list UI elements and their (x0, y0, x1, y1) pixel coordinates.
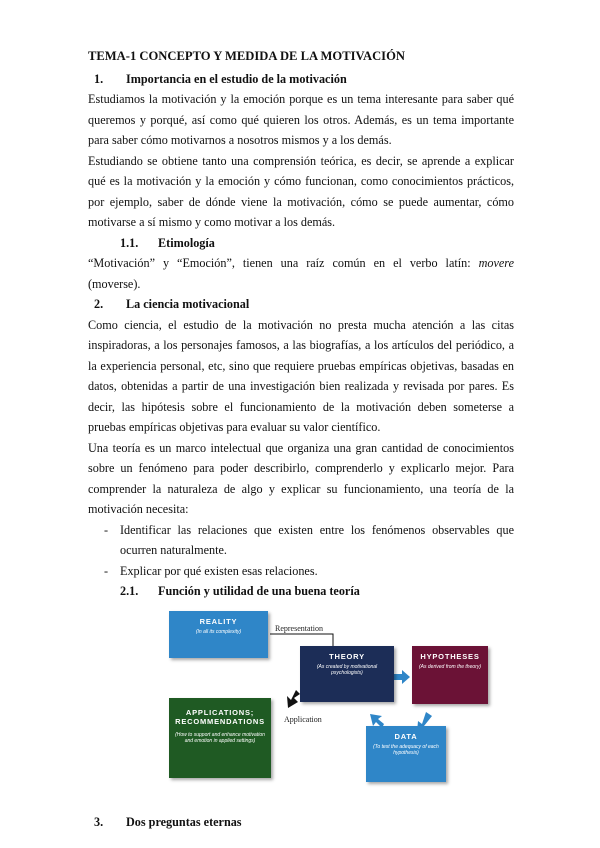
theory-cycle-diagram (88, 610, 508, 806)
application-label: Application (284, 714, 322, 724)
box-subtitle: (As derived from the theory) (419, 663, 481, 670)
box-title: REALITY (199, 616, 238, 626)
section-title: Función y utilidad de una buena teoría (158, 584, 360, 598)
paragraph-5: Una teoría es un marco intelectual que organiza una gran cantidad de conocimientos sobre un fenómeno para poder describirlo, comprenderlo y explicarlo mejor. Para comprender la naturaleza de algo y explicar su funcionamiento, una teoría de la motivación necesita: (88, 440, 514, 516)
list-dash: - (104, 522, 109, 537)
box-title: THEORY (329, 651, 365, 661)
section-title: Importancia en el estudio de la motivación (126, 71, 347, 86)
section-number: 3. (94, 814, 104, 829)
theory-box (300, 646, 394, 702)
applications-box (169, 698, 271, 778)
list-dash: - (104, 563, 109, 578)
section-2-1-heading (120, 581, 514, 602)
application-arrow (287, 690, 300, 708)
section-number: 2.1. (120, 584, 139, 598)
box-title: APPLICATIONS; RECOMMENDATIONS (175, 707, 265, 726)
etymology-text-end: (moverse). (88, 276, 141, 291)
list-item-text: Identificar las relaciones que existen entre los fenómenos observables que ocurren naturalmente. (120, 522, 514, 557)
box-subtitle: (In all its complexity) (195, 628, 242, 635)
section-title: La ciencia motivacional (126, 297, 250, 311)
section-2-heading (88, 294, 514, 315)
document-title: TEMA-1 CONCEPTO Y MEDIDA DE LA MOTIVACIÓN (88, 49, 405, 63)
section-title: Dos preguntas eternas (126, 814, 242, 829)
paragraph-2: Estudiando se obtiene tanto una comprensión teórica, es decir, se aprende a explicar qué es la motivación y la emoción y cómo funcionan, como conocimientos prácticos, por ejemplo, saber de dónde viene la motivación, cómo se puede aumentar, cómo motivarse a sí mismo y como motivar a los demás. (88, 153, 514, 229)
box-title: HYPOTHESES (420, 651, 480, 661)
box-subtitle: (How to support and enhance motivation and emotion in applied settings) (175, 731, 265, 744)
section-title: Etimología (158, 235, 215, 250)
paragraph-1: Estudiamos la motivación y la emoción porque es un tema interesante para saber qué queremos y porqué, así como qué quieren los otros. Además, es un tema importante para saber cómo motivarnos a nosotros mismos y a los demás. (88, 92, 514, 147)
section-number: 1.1. (120, 235, 139, 250)
section-1-heading (88, 69, 514, 90)
etymology-text: “Motivación” y “Emoción”, tienen una raíz común en el verbo latín: (88, 256, 479, 270)
section-number: 2. (94, 297, 104, 311)
representation-label: Representation (275, 623, 323, 633)
list-item (88, 561, 514, 582)
list-item (88, 520, 514, 561)
box-subtitle: (To test the adequacy of each hypothesis) (373, 743, 439, 756)
box-subtitle: (As created by motivational psychologists) (316, 663, 378, 676)
reality-box (169, 611, 268, 658)
data-box (366, 726, 446, 782)
theory-to-hypotheses-arrow (394, 670, 410, 684)
latin-verb: movere (478, 256, 514, 270)
list-item-text: Explicar por qué existen esas relaciones. (120, 563, 318, 578)
hypotheses-box (412, 646, 488, 704)
document-page (88, 46, 514, 832)
section-3-heading (88, 812, 514, 833)
box-title: DATA (394, 731, 418, 741)
section-number: 1. (94, 71, 104, 86)
paragraph-etymology (88, 253, 514, 294)
section-1-1-heading (120, 233, 514, 254)
paragraph-4: Como ciencia, el estudio de la motivación no presta mucha atención a las citas inspiradoras, a los personajes famosos, a las biografías, a los artículos del periódico, a la experiencia personal, etc, sino que requiere pruebas empíricas objetivas, basadas en datos, obtenidas a partir de una investigación bien realizada y revisada por pares. Es decir, las hipótesis sobre el funcionamiento de la motivación deben someterse a pruebas empíricas objetivas para evaluar su valor científico. (88, 317, 514, 434)
